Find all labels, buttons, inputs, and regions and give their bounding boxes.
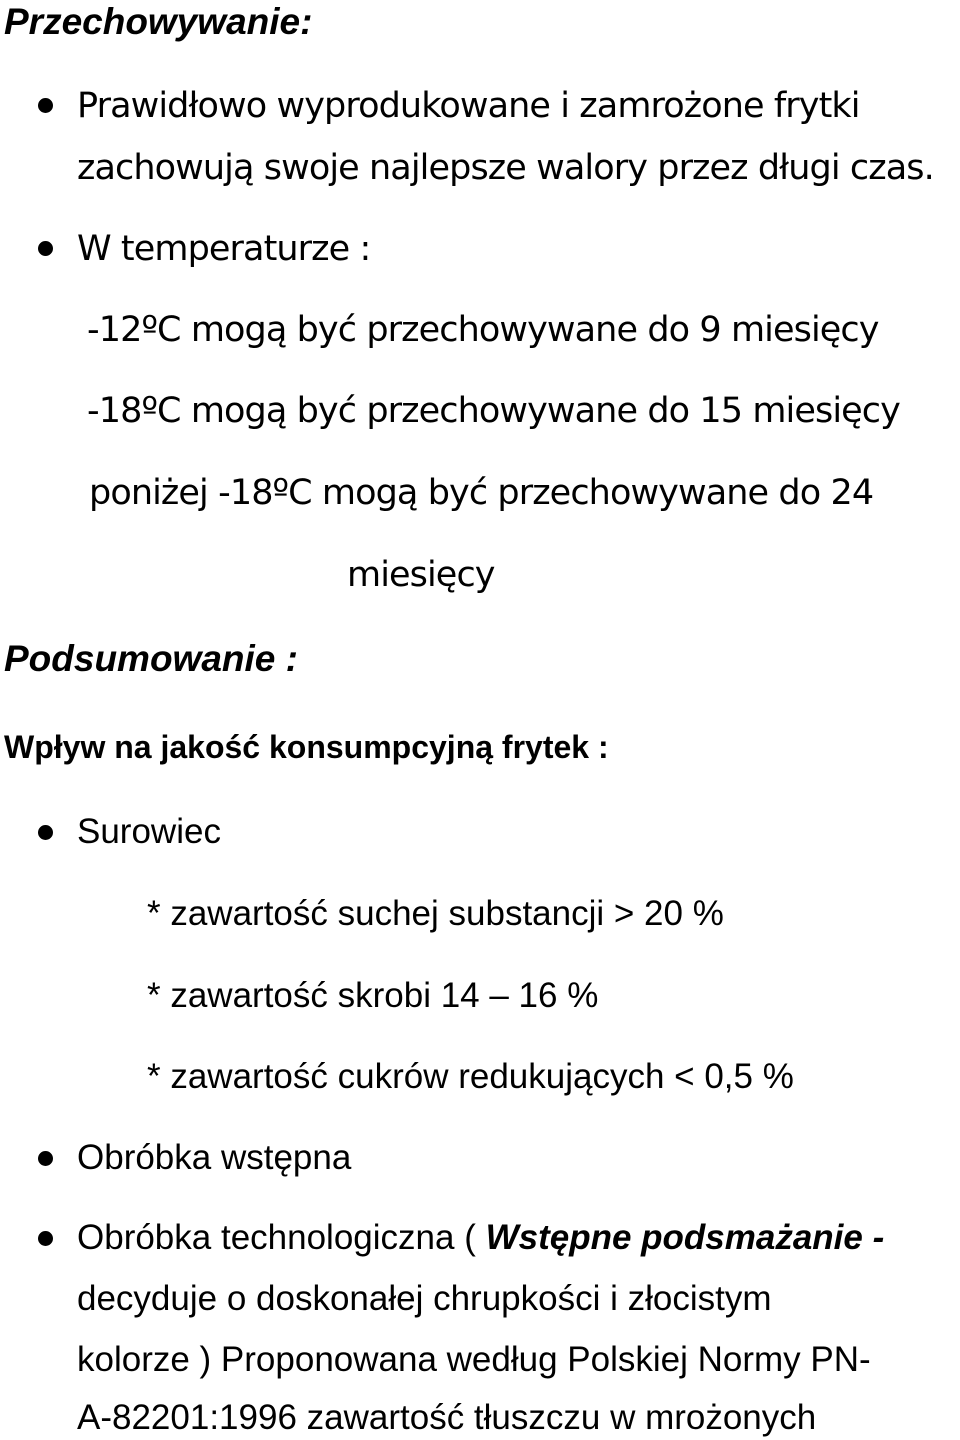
temp-line-12: -12ºC mogą być przechowywane do 9 miesięcy bbox=[87, 310, 879, 350]
tech-processing-line1 bbox=[77, 1216, 884, 1260]
storage-bullet1-line1: Prawidłowo wyprodukowane i zamrożone frytki bbox=[77, 86, 860, 126]
bullet-dot bbox=[38, 241, 53, 256]
tech-processing-line2: decyduje o doskonałej chrupkości i złocistym bbox=[77, 1279, 772, 1318]
bullet-dot bbox=[38, 825, 53, 840]
storage-bullet1-line2: zachowują swoje najlepsze walory przez długi czas. bbox=[77, 148, 934, 188]
pretreatment-item: Obróbka wstępna bbox=[77, 1138, 352, 1177]
detail-dry-matter: * zawartość suchej substancji > 20 % bbox=[147, 894, 724, 933]
bullet-dot bbox=[38, 1231, 53, 1246]
summary-heading: Podsumowanie : bbox=[4, 638, 298, 679]
temp-line-18: -18ºC mogą być przechowywane do 15 miesięcy bbox=[87, 391, 900, 431]
tech-emphasis: Wstępne podsmażanie bbox=[485, 1218, 863, 1257]
detail-starch: * zawartość skrobi 14 – 16 % bbox=[147, 976, 599, 1015]
bullet-dot bbox=[38, 98, 53, 113]
tech-prefix: Obróbka technologiczna ( bbox=[77, 1218, 486, 1257]
raw-material-item: Surowiec bbox=[77, 812, 221, 851]
storage-heading: Przechowywanie: bbox=[4, 1, 313, 42]
bullet-dot bbox=[38, 1151, 53, 1166]
tech-processing-line3: kolorze ) Proponowana według Polskiej Normy PN- bbox=[77, 1340, 871, 1379]
detail-reducing-sugars: * zawartość cukrów redukujących < 0,5 % bbox=[147, 1057, 794, 1096]
tech-suffix: - bbox=[862, 1218, 885, 1257]
summary-subheading: Wpływ na jakość konsumpcyjną frytek : bbox=[4, 729, 609, 765]
tech-processing-line4: A-82201:1996 zawartość tłuszczu w mrożonych bbox=[77, 1398, 817, 1437]
temp-line-below-18: poniżej -18ºC mogą być przechowywane do 24 bbox=[89, 473, 874, 513]
storage-bullet2: W temperaturze : bbox=[77, 229, 371, 269]
temp-line-below-18-cont: miesięcy bbox=[347, 555, 495, 595]
